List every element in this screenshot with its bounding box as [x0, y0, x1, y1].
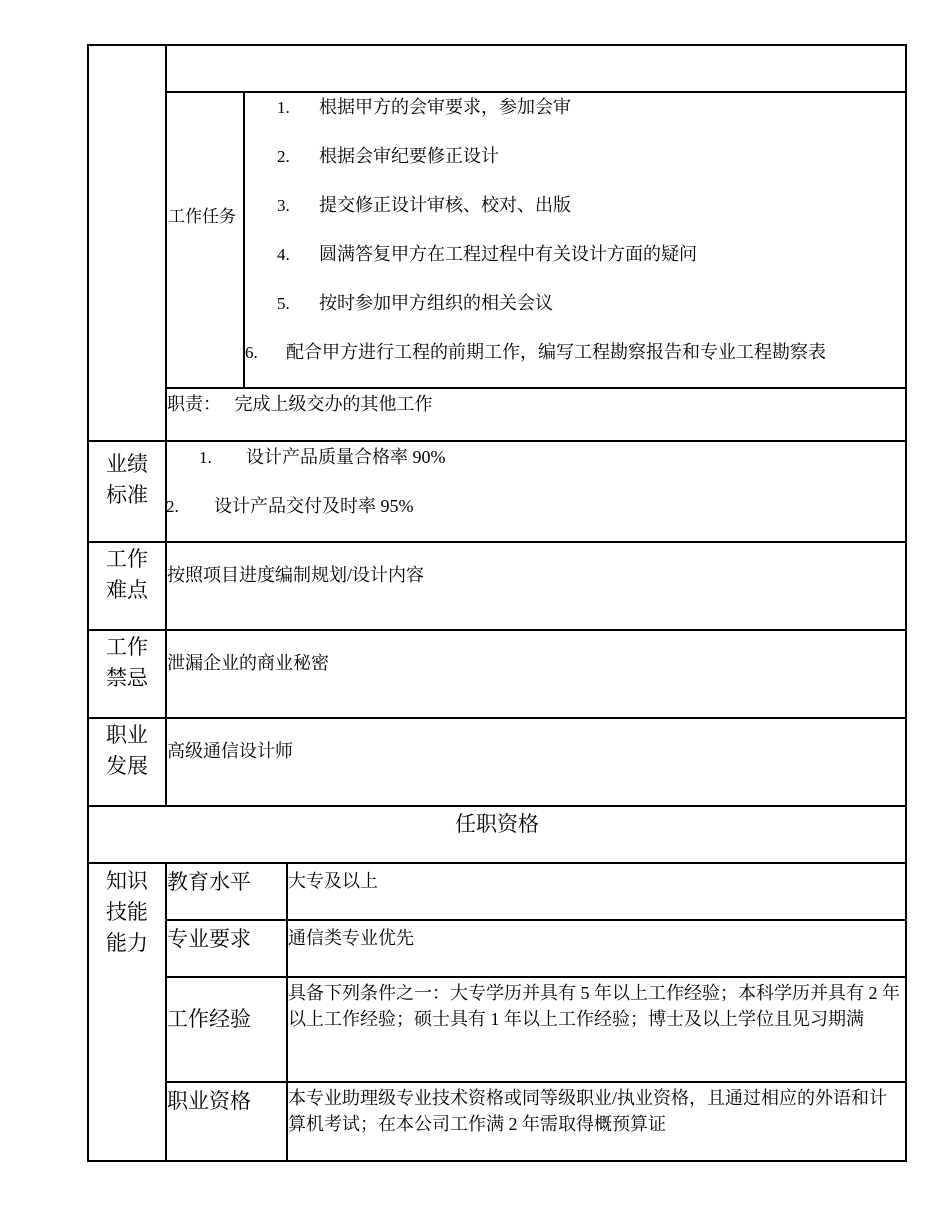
skills-label: 知识技能能力	[106, 869, 148, 955]
row-divider	[87, 541, 907, 543]
task-item: 圆满答复甲方在工程过程中有关设计方面的疑问	[319, 244, 697, 264]
border-left	[87, 44, 89, 1162]
task-number: 5.	[277, 294, 290, 313]
performance-number: 1.	[199, 448, 212, 467]
row-divider	[87, 862, 907, 864]
major-label: 专业要求	[167, 927, 251, 951]
task-number: 3.	[277, 196, 290, 215]
qualification-title: 任职资格	[455, 812, 539, 836]
task-item: 根据甲方的会审要求，参加会审	[319, 97, 571, 117]
row-divider	[87, 440, 907, 442]
task-number: 2.	[277, 147, 290, 166]
border-bottom	[87, 1160, 907, 1162]
border-top	[87, 44, 907, 46]
row-divider	[165, 919, 907, 921]
row-divider	[165, 387, 907, 389]
education-label: 教育水平	[167, 870, 251, 894]
task-item: 配合甲方进行工程的前期工作，编写工程勘察报告和专业工程勘察表	[286, 342, 826, 362]
performance-number: 2.	[166, 497, 179, 516]
experience-value: 具备下列条件之一：大专学历并具有 5 年以上工作经验；本科学历并具有 2 年以上工作经验；硕士具有 1 年以上工作经验；博士及以上学位且见习期满	[288, 983, 900, 1029]
education-value: 大专及以上	[288, 871, 378, 891]
performance-label: 业绩标准	[106, 452, 148, 507]
experience-label: 工作经验	[167, 1007, 251, 1031]
task-number: 4.	[277, 245, 290, 264]
career-label: 职业发展	[106, 723, 148, 778]
performance-item: 设计产品质量合格率 90%	[246, 447, 446, 467]
row-divider	[165, 976, 907, 978]
row-divider	[87, 805, 907, 807]
performance-item: 设计产品交付及时率 95%	[214, 496, 414, 516]
row-divider	[165, 91, 907, 93]
border-right	[905, 44, 907, 1162]
row-divider	[87, 629, 907, 631]
task-item: 按时参加甲方组织的相关会议	[319, 293, 553, 313]
career-text: 高级通信设计师	[167, 741, 293, 761]
task-number: 6.	[245, 343, 258, 362]
major-value: 通信类专业优先	[288, 928, 414, 948]
certification-label: 职业资格	[167, 1089, 251, 1113]
col-divider	[165, 44, 167, 807]
taboo-label: 工作禁忌	[106, 635, 148, 690]
tasks-label: 工作任务	[168, 207, 236, 226]
duty-text: 职责： 完成上级交办的其他工作	[167, 394, 433, 414]
task-item: 根据会审纪要修正设计	[319, 146, 499, 166]
row-divider	[87, 717, 907, 719]
difficulty-label: 工作难点	[106, 547, 148, 602]
certification-value: 本专业助理级专业技术资格或同等级职业/执业资格，且通过相应的外语和计算机考试；在本公司工作满 2 年需取得概预算证	[288, 1088, 887, 1134]
difficulty-text: 按照项目进度编制规划/设计内容	[167, 565, 424, 585]
taboo-text: 泄漏企业的商业秘密	[167, 653, 329, 673]
row-divider	[165, 1081, 907, 1083]
task-number: 1.	[277, 98, 290, 117]
task-item: 提交修正设计审核、校对、出版	[319, 195, 571, 215]
